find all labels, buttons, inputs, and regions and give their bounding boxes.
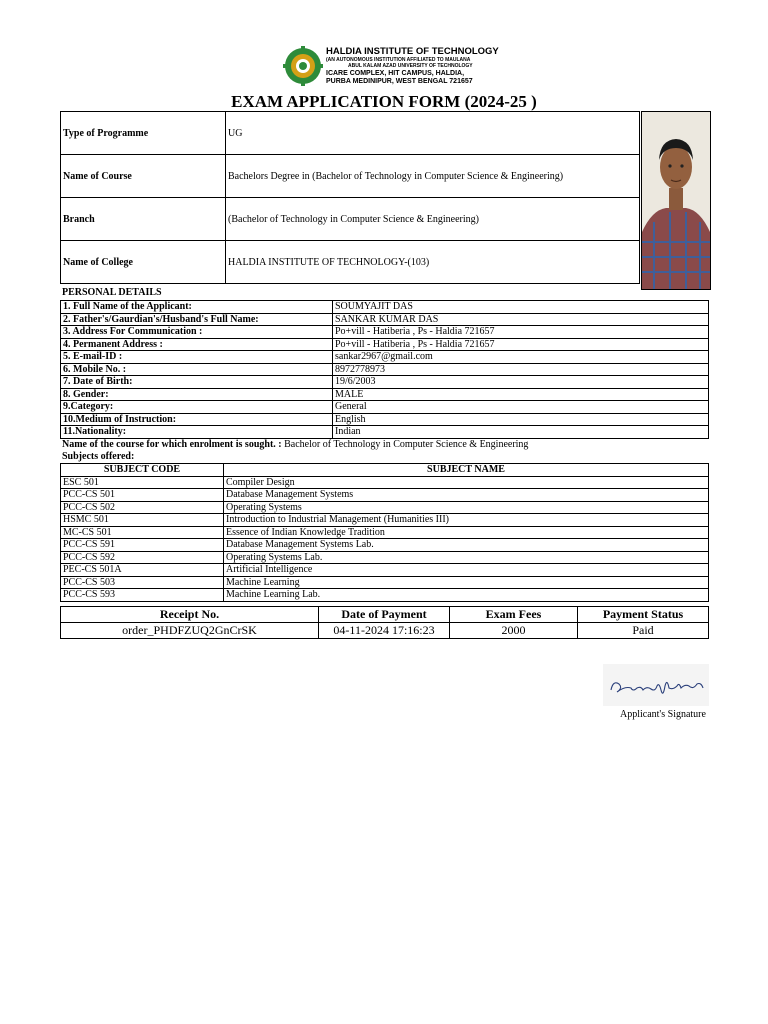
- personal-label: 11.Nationality:: [61, 426, 333, 439]
- programme-label: Name of College: [61, 241, 226, 284]
- personal-label: 7. Date of Birth:: [61, 376, 333, 389]
- subject-code: PCC-CS 501: [61, 489, 224, 502]
- subjects-heading: Subjects offered:: [62, 451, 135, 462]
- subject-row: [61, 539, 709, 552]
- programme-value: HALDIA INSTITUTE OF TECHNOLOGY-(103): [226, 241, 640, 284]
- subjects-table: [60, 463, 709, 602]
- personal-value: MALE: [333, 388, 709, 401]
- personal-label: 1. Full Name of the Applicant:: [61, 301, 333, 314]
- personal-row: [61, 313, 709, 326]
- subject-code: PCC-CS 503: [61, 576, 224, 589]
- personal-value: 19/6/2003: [333, 376, 709, 389]
- institute-address-2: PURBA MEDINIPUR, WEST BENGAL 721657: [326, 77, 473, 85]
- personal-row: [61, 413, 709, 426]
- receipt-no: order_PHDFZUQ2GnCrSK: [61, 623, 319, 639]
- subject-row: [61, 514, 709, 527]
- receipt-header-row: [61, 607, 709, 623]
- institute-affiliation-1: (AN AUTONOMOUS INSTITUTION AFFILIATED TO MAULANA: [326, 56, 471, 63]
- subject-name: Operating Systems Lab.: [224, 551, 709, 564]
- programme-label: Name of Course: [61, 155, 226, 198]
- personal-value: Indian: [333, 426, 709, 439]
- personal-row: [61, 363, 709, 376]
- payment-date-header: Date of Payment: [319, 607, 450, 623]
- personal-row: [61, 388, 709, 401]
- course-sought-value: Bachelor of Technology in Computer Science & Engineering: [281, 439, 529, 450]
- subject-row: [61, 476, 709, 489]
- subject-code: HSMC 501: [61, 514, 224, 527]
- payment-receipt-table: [60, 606, 709, 639]
- personal-value: Po+vill - Hatiberia , Ps - Haldia 721657: [333, 326, 709, 339]
- personal-label: 9.Category:: [61, 401, 333, 414]
- subject-row: [61, 589, 709, 602]
- personal-value: 8972778973: [333, 363, 709, 376]
- subject-name: Database Management Systems Lab.: [224, 539, 709, 552]
- course-sought: [62, 439, 528, 450]
- subject-name: Database Management Systems: [224, 489, 709, 502]
- personal-row: [61, 326, 709, 339]
- personal-row: [61, 426, 709, 439]
- programme-label: Type of Programme: [61, 112, 226, 155]
- subject-name: Operating Systems: [224, 501, 709, 514]
- subject-name-header: SUBJECT NAME: [224, 464, 709, 477]
- programme-row: [61, 155, 640, 198]
- personal-value: SOUMYAJIT DAS: [333, 301, 709, 314]
- exam-fees-header: Exam Fees: [450, 607, 578, 623]
- personal-value: SANKAR KUMAR DAS: [333, 313, 709, 326]
- personal-label: 4. Permanent Address :: [61, 338, 333, 351]
- subject-name: Compiler Design: [224, 476, 709, 489]
- subject-code: MC-CS 501: [61, 526, 224, 539]
- programme-table: [60, 111, 640, 284]
- subject-name: Machine Learning Lab.: [224, 589, 709, 602]
- subject-row: [61, 551, 709, 564]
- programme-row: [61, 198, 640, 241]
- personal-value: sankar2967@gmail.com: [333, 351, 709, 364]
- subject-name: Artificial Intelligence: [224, 564, 709, 577]
- subject-code: PCC-CS 592: [61, 551, 224, 564]
- personal-details-table: [60, 300, 709, 439]
- programme-row: [61, 241, 640, 284]
- personal-label: 8. Gender:: [61, 388, 333, 401]
- form-title: EXAM APPLICATION FORM (2024-25 ): [231, 92, 537, 111]
- subject-row: [61, 564, 709, 577]
- subject-name: Introduction to Industrial Management (Humanities III): [224, 514, 709, 527]
- programme-label: Branch: [61, 198, 226, 241]
- programme-value: UG: [226, 112, 640, 155]
- subject-code: ESC 501: [61, 476, 224, 489]
- receipt-row: [61, 623, 709, 639]
- personal-row: [61, 301, 709, 314]
- receipt-no-header: Receipt No.: [61, 607, 319, 623]
- applicant-signature-image: [603, 664, 709, 706]
- subject-code: PEC-CS 501A: [61, 564, 224, 577]
- subject-row: [61, 526, 709, 539]
- personal-row: [61, 351, 709, 364]
- institute-logo: [283, 46, 323, 86]
- subject-code: PCC-CS 591: [61, 539, 224, 552]
- personal-label: 10.Medium of Instruction:: [61, 413, 333, 426]
- payment-status: Paid: [578, 623, 709, 639]
- personal-label: 2. Father's/Gaurdian's/Husband's Full Name:: [61, 313, 333, 326]
- subject-code: PCC-CS 502: [61, 501, 224, 514]
- course-sought-label: Name of the course for which enrolment is sought. :: [62, 439, 282, 450]
- institute-address-1: ICARE COMPLEX, HIT CAMPUS, HALDIA,: [326, 69, 465, 77]
- applicant-photo: [641, 111, 711, 290]
- personal-row: [61, 376, 709, 389]
- institute-affiliation-2: ABUL KALAM AZAD UNIVERSITY OF TECHNOLOGY: [348, 62, 473, 69]
- subject-code-header: SUBJECT CODE: [61, 464, 224, 477]
- exam-fees: 2000: [450, 623, 578, 639]
- applicant-signature-label: Applicant's Signature: [620, 709, 706, 720]
- personal-details-heading: PERSONAL DETAILS: [62, 287, 162, 298]
- subject-row: [61, 489, 709, 502]
- subject-name: Machine Learning: [224, 576, 709, 589]
- programme-row: [61, 112, 640, 155]
- payment-status-header: Payment Status: [578, 607, 709, 623]
- subjects-header-row: [61, 464, 709, 477]
- programme-value: Bachelors Degree in (Bachelor of Technology in Computer Science & Engineering): [226, 155, 640, 198]
- institute-header: [326, 47, 499, 85]
- personal-label: 6. Mobile No. :: [61, 363, 333, 376]
- personal-label: 3. Address For Communication :: [61, 326, 333, 339]
- personal-row: [61, 338, 709, 351]
- subject-name: Essence of Indian Knowledge Tradition: [224, 526, 709, 539]
- payment-date: 04-11-2024 17:16:23: [319, 623, 450, 639]
- personal-label: 5. E-mail-ID :: [61, 351, 333, 364]
- subject-row: [61, 501, 709, 514]
- programme-value: (Bachelor of Technology in Computer Science & Engineering): [226, 198, 640, 241]
- personal-value: English: [333, 413, 709, 426]
- subject-code: PCC-CS 593: [61, 589, 224, 602]
- subject-row: [61, 576, 709, 589]
- personal-row: [61, 401, 709, 414]
- personal-value: General: [333, 401, 709, 414]
- institute-name: HALDIA INSTITUTE OF TECHNOLOGY: [326, 46, 499, 57]
- personal-value: Po+vill - Hatiberia , Ps - Haldia 721657: [333, 338, 709, 351]
